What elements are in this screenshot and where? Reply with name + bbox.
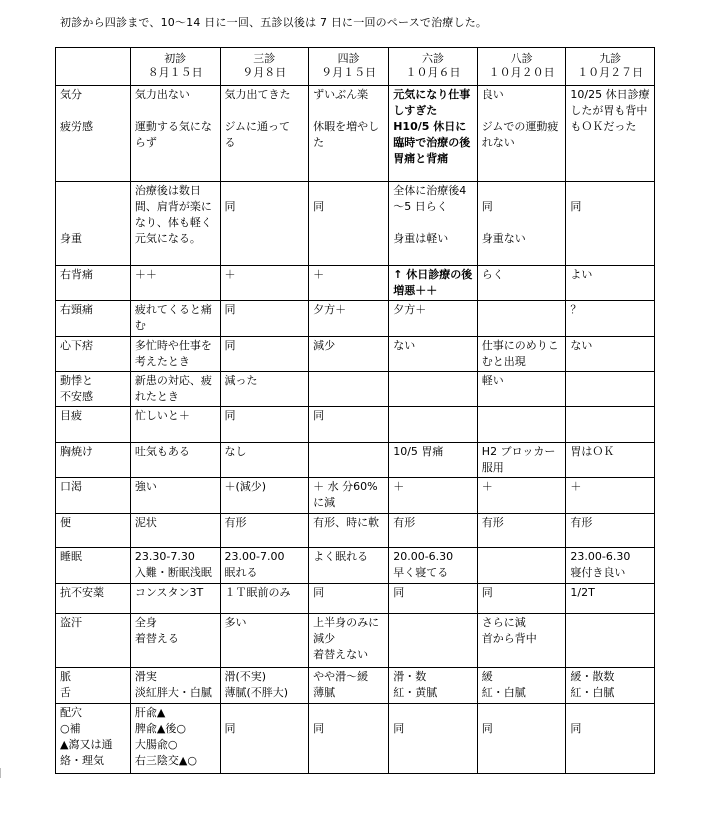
table-cell: 23.00-6.30 寝付き良い bbox=[566, 548, 655, 584]
row-label: 胸焼け bbox=[56, 443, 131, 478]
table-row bbox=[56, 301, 655, 337]
table-row bbox=[56, 668, 655, 704]
table-cell: 有形 bbox=[389, 514, 478, 548]
table-cell bbox=[566, 372, 655, 407]
table-cell: 減った bbox=[220, 372, 309, 407]
table-row bbox=[56, 86, 655, 182]
table-cell bbox=[477, 407, 566, 443]
table-cell: 多い bbox=[220, 614, 309, 668]
table-row bbox=[56, 514, 655, 548]
header-visit-5 bbox=[477, 48, 566, 86]
table-cell: 同 bbox=[566, 704, 655, 774]
table-row bbox=[56, 407, 655, 443]
table-cell: 緩・散数 紅・白膩 bbox=[566, 668, 655, 704]
table-cell bbox=[566, 614, 655, 668]
table-cell: 同 bbox=[389, 704, 478, 774]
visit-date: １０月６日 bbox=[405, 66, 461, 79]
table-cell bbox=[309, 372, 389, 407]
table-cell bbox=[309, 443, 389, 478]
table-cell: 10/25 休日診療したが胃も背中もＯＫだった bbox=[566, 86, 655, 182]
visit-date: １０月２７日 bbox=[577, 66, 644, 79]
row-label: 動悸と 不安感 bbox=[56, 372, 131, 407]
table-row bbox=[56, 372, 655, 407]
table-cell: 同 bbox=[220, 301, 309, 337]
table-cell bbox=[389, 407, 478, 443]
table-cell: 仕事にのめりこむと出現 bbox=[477, 337, 566, 372]
table-cell: なし bbox=[220, 443, 309, 478]
table-cell: 有形 bbox=[477, 514, 566, 548]
table-row bbox=[56, 704, 655, 774]
table-cell: 有形、時に軟 bbox=[309, 514, 389, 548]
table-cell: ↑ 休日診療の後増悪＋＋ bbox=[389, 266, 478, 301]
table-cell: 同 bbox=[477, 704, 566, 774]
table-row bbox=[56, 548, 655, 584]
table-cell: 夕方＋ bbox=[389, 301, 478, 337]
table-cell: ＋ 水 分60%に減 bbox=[309, 478, 389, 514]
table-cell: 疲れてくると痛む bbox=[130, 301, 220, 337]
table-cell bbox=[477, 548, 566, 584]
row-label: 配穴 ○補 ▲瀉又は通絡・理気 bbox=[56, 704, 131, 774]
table-cell: らく bbox=[477, 266, 566, 301]
table-row bbox=[56, 266, 655, 301]
treatment-table bbox=[55, 47, 655, 774]
table-cell: 気力出ない 運動する気にならず bbox=[130, 86, 220, 182]
table-cell: 治療後は数日間、肩背が楽になり、体も軽く元気になる。 bbox=[130, 182, 220, 266]
table-cell: よい bbox=[566, 266, 655, 301]
table-cell: ＋ bbox=[220, 266, 309, 301]
table-cell: 強い bbox=[130, 478, 220, 514]
table-cell: ＋＋ bbox=[130, 266, 220, 301]
table-row bbox=[56, 182, 655, 266]
table-cell: 泥状 bbox=[130, 514, 220, 548]
table-row bbox=[56, 337, 655, 372]
table-cell: 23.30-7.30 入難・断眠浅眠 bbox=[130, 548, 220, 584]
row-label: 口渇 bbox=[56, 478, 131, 514]
table-cell: さらに減 首から背中 bbox=[477, 614, 566, 668]
table-cell: 同 bbox=[309, 704, 389, 774]
row-label: 便 bbox=[56, 514, 131, 548]
table-cell: 新患の対応、疲れたとき bbox=[130, 372, 220, 407]
visit-name: 六診 bbox=[422, 52, 444, 65]
table-cell: よく眠れる bbox=[309, 548, 389, 584]
visit-date: ９月８日 bbox=[242, 66, 287, 79]
table-cell: H2 ブロッカー服用 bbox=[477, 443, 566, 478]
row-label: 気分 疲労感 bbox=[56, 86, 131, 182]
table-cell: 忙しいと＋ bbox=[130, 407, 220, 443]
header-visit-2 bbox=[220, 48, 309, 86]
table-cell: 全身 着替える bbox=[130, 614, 220, 668]
table-body bbox=[56, 86, 655, 774]
table-cell: 滑(不実) 薄膩(不胖大) bbox=[220, 668, 309, 704]
table-row bbox=[56, 443, 655, 478]
visit-name: 四診 bbox=[337, 52, 360, 65]
row-label: 心下痞 bbox=[56, 337, 131, 372]
table-cell: ない bbox=[566, 337, 655, 372]
header-corner bbox=[56, 48, 131, 86]
table-cell: 10/5 胃痛 bbox=[389, 443, 478, 478]
visit-name: 八診 bbox=[510, 52, 533, 65]
margin-mark bbox=[0, 768, 4, 778]
header-visit-3 bbox=[309, 48, 389, 86]
table-cell: ＋(減少) bbox=[220, 478, 309, 514]
visit-name: 初診 bbox=[164, 52, 187, 65]
table-cell: 吐気もある bbox=[130, 443, 220, 478]
visit-date: ８月１５日 bbox=[147, 66, 203, 79]
table-cell: 軽い bbox=[477, 372, 566, 407]
table-cell: 多忙時や仕事を考えたとき bbox=[130, 337, 220, 372]
table-cell: 有形 bbox=[220, 514, 309, 548]
table-cell: 同 bbox=[220, 407, 309, 443]
table-cell: ＋ bbox=[566, 478, 655, 514]
table-cell bbox=[477, 301, 566, 337]
table-cell: 20.00-6.30 早く寝てる bbox=[389, 548, 478, 584]
visit-date: １０月２０日 bbox=[488, 66, 555, 79]
table-cell bbox=[389, 372, 478, 407]
table-cell: 夕方＋ bbox=[309, 301, 389, 337]
table-cell: ＋ bbox=[389, 478, 478, 514]
intro-sentence: 初診から四診まで、10～14 日に一回、五診以後は 7 日に一回のペースで治療した。 bbox=[60, 16, 488, 29]
header-visit-6 bbox=[566, 48, 655, 86]
table-cell: 有形 bbox=[566, 514, 655, 548]
table-cell: 胃はＯＫ bbox=[566, 443, 655, 478]
table-cell: ＋ bbox=[309, 266, 389, 301]
table-cell: 滑実 淡紅胖大・白膩 bbox=[130, 668, 220, 704]
table-cell: ？ bbox=[566, 301, 655, 337]
row-label: 右背痛 bbox=[56, 266, 131, 301]
table-cell: 同 bbox=[389, 584, 478, 614]
table-cell: 上半身のみに減少 着替えない bbox=[309, 614, 389, 668]
table-cell: 同 bbox=[309, 182, 389, 266]
table-cell: コンスタン3T bbox=[130, 584, 220, 614]
table-row bbox=[56, 584, 655, 614]
table-cell: １Ｔ眠前のみ bbox=[220, 584, 309, 614]
table-cell: 23.00-7.00 眠れる bbox=[220, 548, 309, 584]
table-row bbox=[56, 614, 655, 668]
row-label: 身重 bbox=[56, 182, 131, 266]
table-cell bbox=[566, 407, 655, 443]
table-cell: 同 bbox=[309, 584, 389, 614]
table-cell: 同 bbox=[220, 704, 309, 774]
table-cell: 減少 bbox=[309, 337, 389, 372]
row-label: 右頸痛 bbox=[56, 301, 131, 337]
row-label: 睡眠 bbox=[56, 548, 131, 584]
table-cell: 肝兪▲ 脾兪▲後○ 大腸兪○ 右三陰交▲○ bbox=[130, 704, 220, 774]
row-label: 脈 舌 bbox=[56, 668, 131, 704]
table-cell: 同 bbox=[566, 182, 655, 266]
table-cell: ない bbox=[389, 337, 478, 372]
table-cell: ずいぶん楽 休暇を増やした bbox=[309, 86, 389, 182]
header-visit-4 bbox=[389, 48, 478, 86]
table-cell: 緩 紅・白膩 bbox=[477, 668, 566, 704]
table-cell bbox=[389, 614, 478, 668]
table-cell: 同 bbox=[477, 584, 566, 614]
header-row bbox=[56, 48, 655, 86]
visit-name: 三診 bbox=[253, 52, 276, 65]
table-cell: 同 bbox=[220, 182, 309, 266]
row-label: 目疲 bbox=[56, 407, 131, 443]
table-cell: 1/2T bbox=[566, 584, 655, 614]
header-visit-1 bbox=[130, 48, 220, 86]
table-cell: 同 bbox=[220, 337, 309, 372]
table-cell: 気力出てきた ジムに通って る bbox=[220, 86, 309, 182]
table-cell: 同 身重ない bbox=[477, 182, 566, 266]
table-cell: 同 bbox=[309, 407, 389, 443]
visit-name: 九診 bbox=[599, 52, 622, 65]
table-cell: 元気になり仕事しすぎた H10/5 休日に臨時で治療の後胃痛と背痛 bbox=[389, 86, 478, 182]
row-label: 盗汗 bbox=[56, 614, 131, 668]
table-row bbox=[56, 478, 655, 514]
table-cell: 全体に治療後4～5 日らく 身重は軽い bbox=[389, 182, 478, 266]
row-label: 抗不安薬 bbox=[56, 584, 131, 614]
visit-date: ９月１５日 bbox=[321, 66, 377, 79]
table-cell: やや滑～緩 薄膩 bbox=[309, 668, 389, 704]
table-cell: 滑・数 紅・黄膩 bbox=[389, 668, 478, 704]
table-cell: ＋ bbox=[477, 478, 566, 514]
table-cell: 良い ジムでの運動疲れない bbox=[477, 86, 566, 182]
